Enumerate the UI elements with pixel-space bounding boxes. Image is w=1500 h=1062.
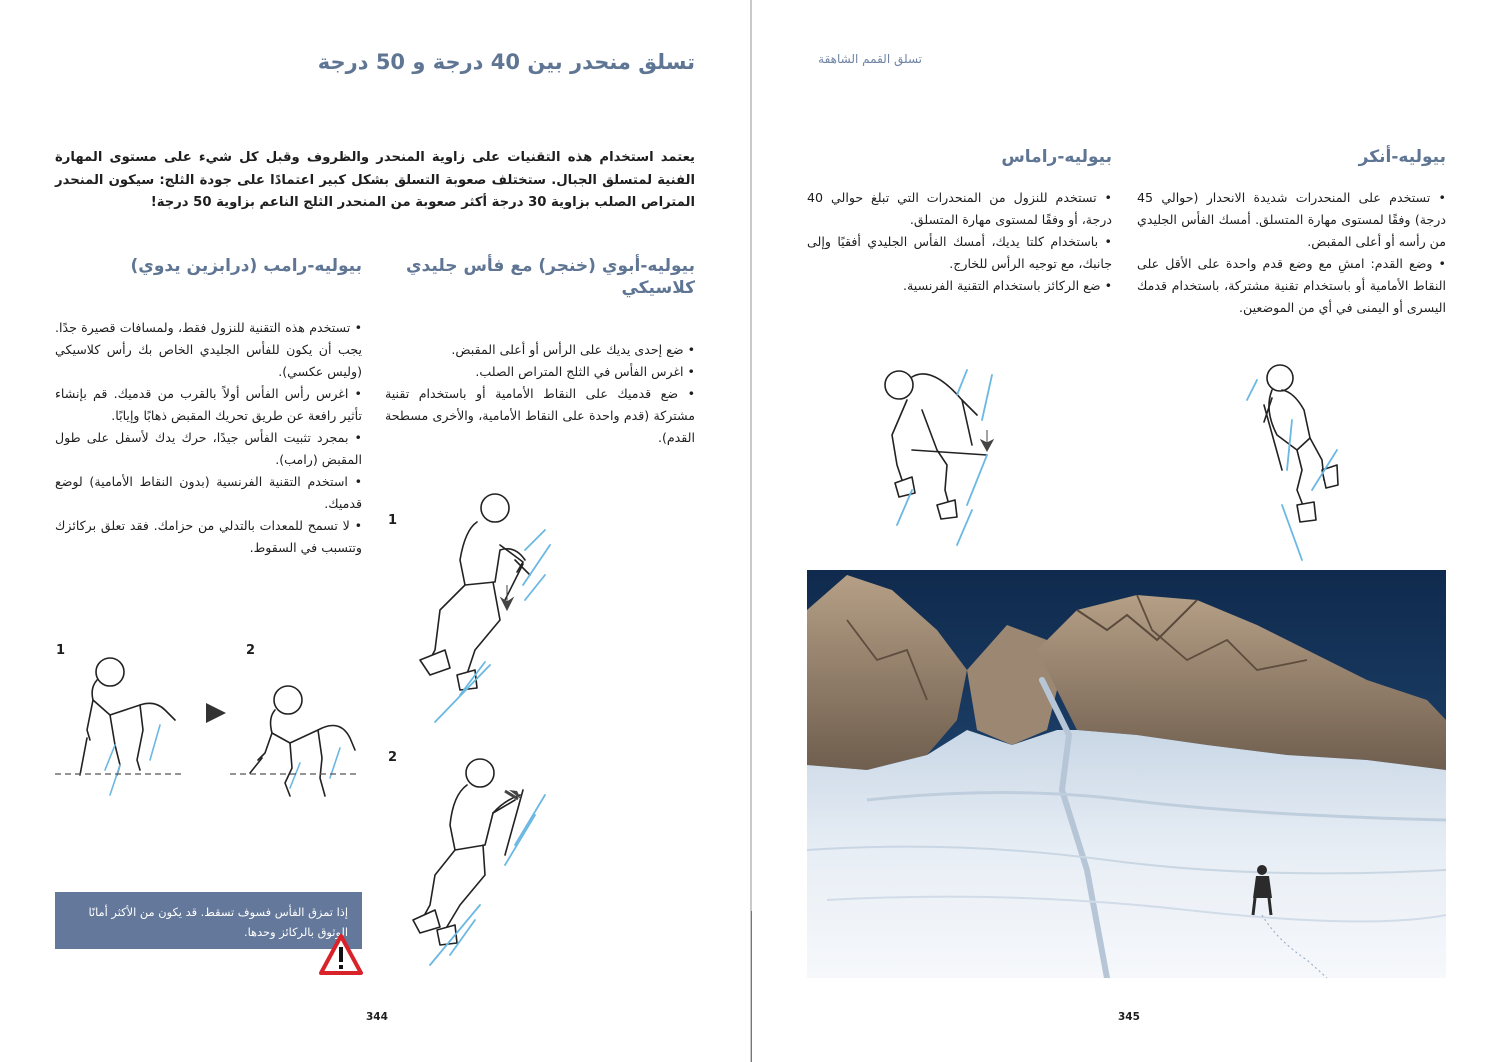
- section-title-ancre: بيوليه-أنكر: [1358, 147, 1446, 167]
- figure-label-1: 1: [388, 513, 398, 528]
- arrow-right-icon: [204, 701, 228, 725]
- figure-label-2: 2: [246, 643, 256, 658]
- climber-illustration-rampe-1: [55, 650, 185, 805]
- mountain-photo-scene: [807, 570, 1446, 978]
- bullet: • ضع قدميك على النقاط الأمامية أو باستخدام تقنية مشتركة (قدم واحدة على النقاط الأمامية، والأخرى مسطحة القدم).: [385, 386, 695, 445]
- section-title-rampe: بيوليه-رامب (درابزين يدوي): [130, 256, 362, 276]
- bullet: • اغرس الفأس في الثلج المتراص الصلب.: [475, 364, 695, 379]
- bullet: • لا تسمح للمعدات بالتدلي من حزامك. فقد تعلق بركائزك وتتسبب في السقوط.: [55, 518, 362, 555]
- bullet: • باستخدام كلتا يديك، أمسك الفأس الجليدي أفقيًا وإلى جانبك، مع توجيه الرأس للخارج.: [807, 234, 1112, 271]
- bullet: • وضع القدم: امشِ مع وضع قدم واحدة على الأقل على النقاط الأمامية أو باستخدام تقنية مشتركة، باستخدام قدمك اليسرى أو اليمنى في أي من الموضعين.: [1137, 256, 1446, 315]
- bullet: • اغرس رأس الفأس أولاً بالقرب من قدميك. قم بإنشاء تأثير رافعة عن طريق تحريك المقبض ذهابًا وإيابًا.: [55, 386, 362, 423]
- section-title-ramasse: بيوليه-راماس: [1001, 147, 1112, 167]
- figure-label-2: 2: [388, 750, 398, 765]
- bullet: • ضع إحدى يديك على الرأس أو أعلى المقبض.: [451, 342, 695, 357]
- page-number: 345: [1118, 1011, 1140, 1023]
- section-body-ramasse: [807, 187, 1112, 297]
- climber-illustration-dagger-2: [405, 755, 555, 970]
- page-number: 344: [366, 1011, 388, 1023]
- figure-label-1: 1: [56, 643, 66, 658]
- warning-text: إذا تمزق الفأس فسوف تسقط. قد يكون من الأكثر أمانًا الوثوق بالركائز وحدها.: [88, 905, 348, 939]
- bullet: • ضع الركائز باستخدام التقنية الفرنسية.: [903, 278, 1112, 293]
- page-title: تسلق منحدر بين 40 درجة و 50 درجة: [317, 50, 695, 74]
- bullet: • تستخدم للنزول من المنحدرات التي تبلغ حوالي 40 درجة، أو وفقًا لمستوى مهارة المتسلق.: [807, 190, 1112, 227]
- bullet: • استخدم التقنية الفرنسية (بدون النقاط الأمامية) لوضع قدميك.: [55, 474, 362, 511]
- section-body-ancre: [1137, 187, 1446, 319]
- section-title-dagger: بيوليه-أبوي (خنجر) مع فأس جليدي كلاسيكي: [406, 256, 695, 298]
- running-head: تسلق القمم الشاهقة: [818, 52, 922, 66]
- climber-illustration-dagger-1: [405, 490, 555, 730]
- climber-illustration-ramasse: [877, 355, 1067, 550]
- bullet: • تستخدم على المنحدرات شديدة الانحدار (حوالي 45 درجة) وفقًا لمستوى مهارة المتسلق. أمسك الفأس الجليدي من رأسه أو أعلى المقبض.: [1137, 190, 1446, 249]
- section-body-rampe: [55, 317, 362, 559]
- mountain-photo: [807, 570, 1446, 978]
- warning-triangle-icon: [318, 933, 364, 977]
- climber-illustration-ancre: [1242, 360, 1362, 565]
- warning-box: [55, 892, 362, 949]
- right-page: [752, 0, 1500, 1062]
- bullet: • تستخدم هذه التقنية للنزول فقط، ولمسافات قصيرة جدًا. يجب أن يكون للفأس الجليدي الخاص بك رأس كلاسيكي (وليس عكسي).: [55, 320, 362, 379]
- bullet: • بمجرد تثبيت الفأس جيدًا، حرك يدك لأسفل على طول المقبض (رامب).: [55, 430, 362, 467]
- section-body-dagger: [385, 339, 695, 449]
- intro-paragraph: يعتمد استخدام هذه التقنيات على زاوية المنحدر والظروف وقبل كل شيء على مستوى المهارة الفنية لمتسلق الجبال. ستختلف صعوبة التسلق بشكل كبير اعتمادًا على جودة الثلج: سيكون المنحدر المتراص الصلب بزاوية 30 درجة أكثر صعوبة من المنحدر الثلج الناعم بزاوية 50 درجة!: [55, 150, 695, 210]
- climber-illustration-rampe-2: [230, 678, 365, 808]
